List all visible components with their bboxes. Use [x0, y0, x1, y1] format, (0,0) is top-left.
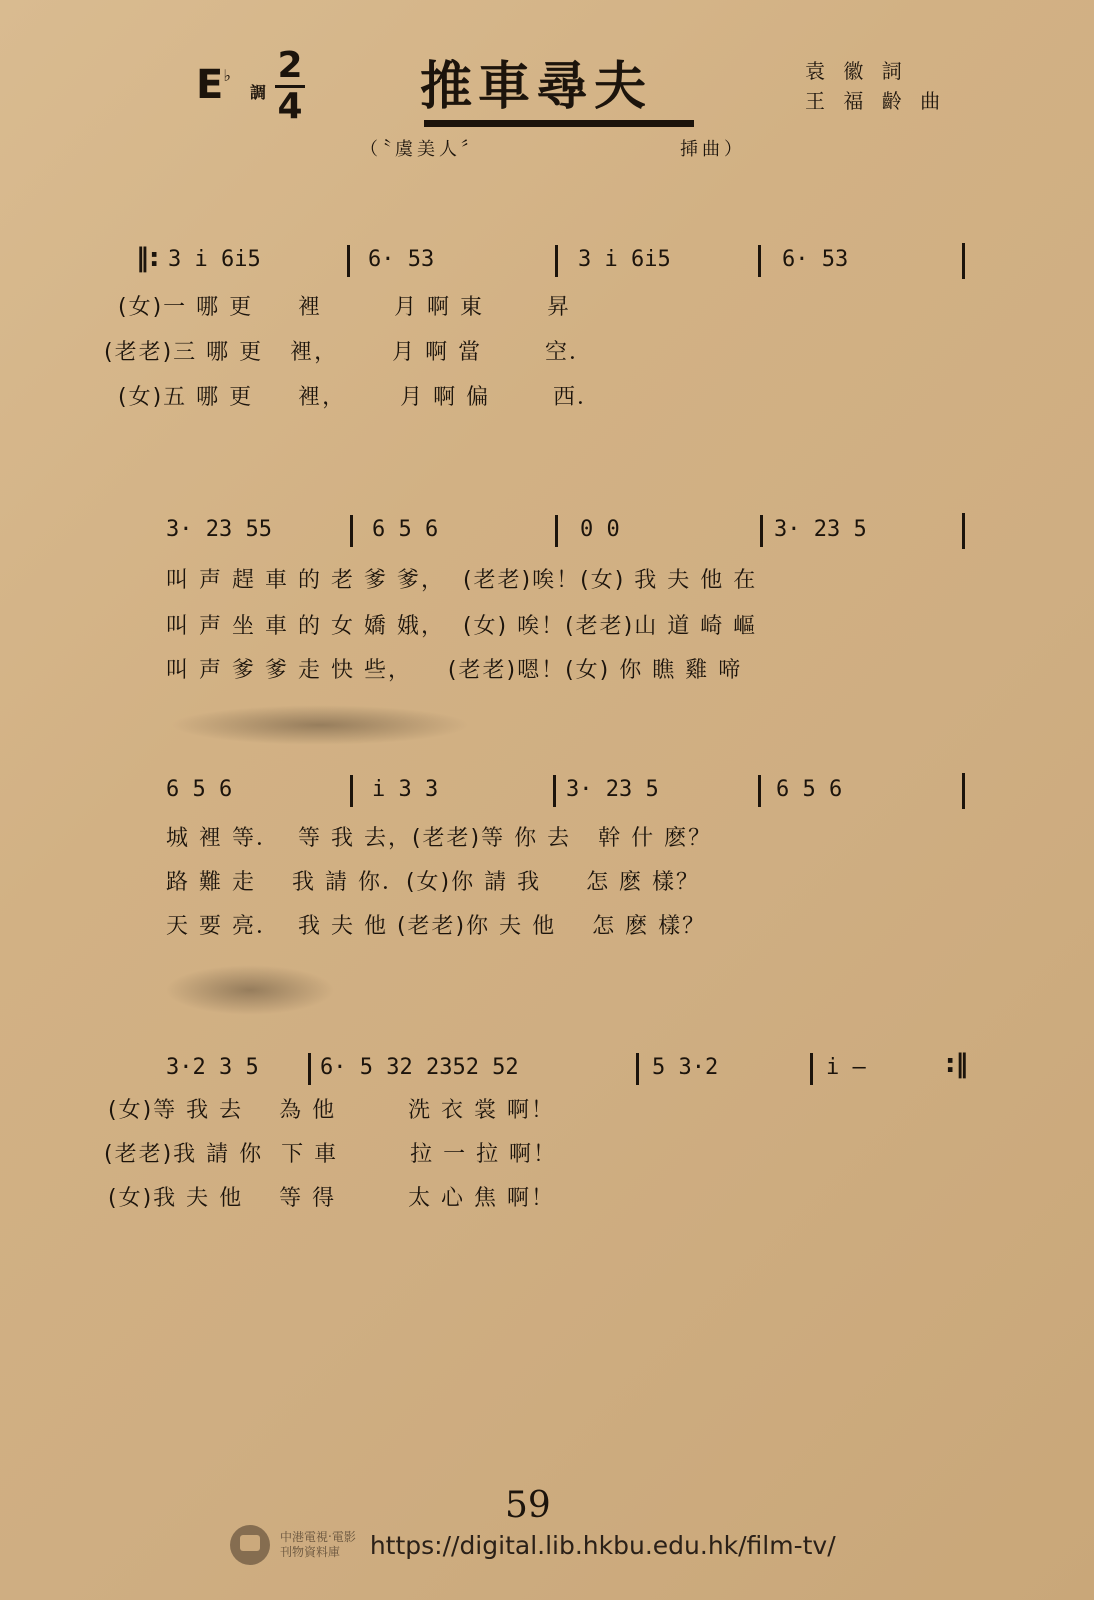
- system-4: [0, 1045, 1094, 1225]
- lyric-line: (女)一 哪 更 裡 月 啊 東 昇: [118, 295, 572, 320]
- watermark-url[interactable]: https://digital.lib.hkbu.edu.hk/film-tv/: [369, 1530, 836, 1560]
- lyricist-credit: 袁 徽 詞: [805, 59, 908, 83]
- film-source-suffix: 揷曲）: [680, 139, 746, 160]
- bar-line: [347, 245, 350, 277]
- lyric-line: (女)五 哪 更 裡， 月 啊 偏 西．: [118, 385, 602, 410]
- lyric-line: 城 裡 等． 等 我 去，(老老)等 你 去 幹 什 麽？: [166, 826, 713, 851]
- system-2: [0, 505, 1094, 685]
- watermark-org: [280, 1530, 356, 1560]
- lyric-line: 路 難 走 我 請 你．(女)你 請 我 怎 麽 樣？: [166, 870, 701, 895]
- song-title: 推車尋夫: [420, 56, 653, 117]
- bar-line: [810, 1053, 813, 1085]
- bar-line: [553, 775, 556, 807]
- lyric-line: 叫 声 趕 車 的 老 爹 爹， (老老)唉！(女) 我 夫 他 在: [166, 568, 758, 593]
- lyric-line: (老老)我 請 你 下 車 拉 一 拉 啊！: [104, 1142, 558, 1167]
- lyric-line: (老老)三 哪 更 裡， 月 啊 當 空．: [104, 340, 594, 365]
- ink-smudge: [170, 705, 470, 745]
- bar-line: [758, 245, 761, 277]
- measure: 3· 23 55: [166, 517, 272, 542]
- lyric-line: 天 要 亮． 我 夫 他 (老老)你 夫 他 怎 麽 樣？: [166, 914, 707, 939]
- measure: 6· 5 32 2352 52: [320, 1055, 519, 1080]
- measure: i 3 3: [372, 777, 439, 802]
- lyric-line: 叫 声 坐 車 的 女 嬌 娥， (女) 唉！(老老)山 道 崎 嶇: [166, 614, 758, 639]
- measure: 3· 23 5: [774, 517, 867, 542]
- measure: 3 i 6i5: [168, 247, 261, 272]
- bar-line: [350, 775, 353, 807]
- repeat-end-sign: :‖: [945, 1049, 969, 1079]
- bar-line: [758, 775, 761, 807]
- bar-line: [962, 243, 965, 279]
- measure: 6 5 6: [166, 777, 233, 802]
- bar-line: [962, 773, 965, 809]
- bar-line: [555, 245, 558, 277]
- key-word: 調: [250, 83, 267, 102]
- watermark-org-line2: 刊物資料庫: [280, 1545, 341, 1559]
- measure: 6· 53: [368, 247, 435, 272]
- lyric-line: (女)等 我 去 為 他 洗 衣 裳 啊！: [108, 1098, 556, 1123]
- bar-line: [760, 515, 763, 547]
- bar-line: [308, 1053, 311, 1085]
- ink-smudge: [165, 965, 335, 1015]
- lyric-line: (女)我 夫 他 等 得 太 心 焦 啊！: [108, 1186, 556, 1211]
- film-source: （〝虞美人〞: [360, 139, 483, 160]
- system-1: [0, 235, 1094, 415]
- bar-line: [350, 515, 353, 547]
- composer-credit: 王 福 齡 曲: [805, 89, 947, 113]
- bar-line: [636, 1053, 639, 1085]
- measure: 6· 53: [782, 247, 849, 272]
- key-signature: E♭: [196, 62, 231, 108]
- time-signature: 2 4: [275, 48, 305, 125]
- watermark-org-line1: 中港電視‧電影: [280, 1530, 356, 1544]
- measure: 3· 23 5: [566, 777, 659, 802]
- bar-line: [555, 515, 558, 547]
- measure: 6 5 6: [776, 777, 843, 802]
- measure: 6 5 6: [372, 517, 439, 542]
- bar-line: [962, 513, 965, 549]
- library-logo-icon: [230, 1525, 270, 1565]
- title-underline: [424, 120, 694, 127]
- measure: 5 3·2: [652, 1055, 719, 1080]
- lyric-line: 叫 声 爹 爹 走 快 些， (老老)嗯！(女) 你 瞧 雞 啼: [166, 658, 743, 683]
- credits: [805, 56, 946, 116]
- measure: 0 0: [580, 517, 620, 542]
- repeat-start-sign: ‖:: [136, 243, 160, 273]
- measure: i —: [826, 1055, 866, 1080]
- measure: 3 i 6i5: [578, 247, 671, 272]
- measure: 3·2 3 5: [166, 1055, 259, 1080]
- watermark: [230, 1525, 836, 1565]
- system-3: [0, 765, 1094, 945]
- page-number: 59: [505, 1485, 551, 1526]
